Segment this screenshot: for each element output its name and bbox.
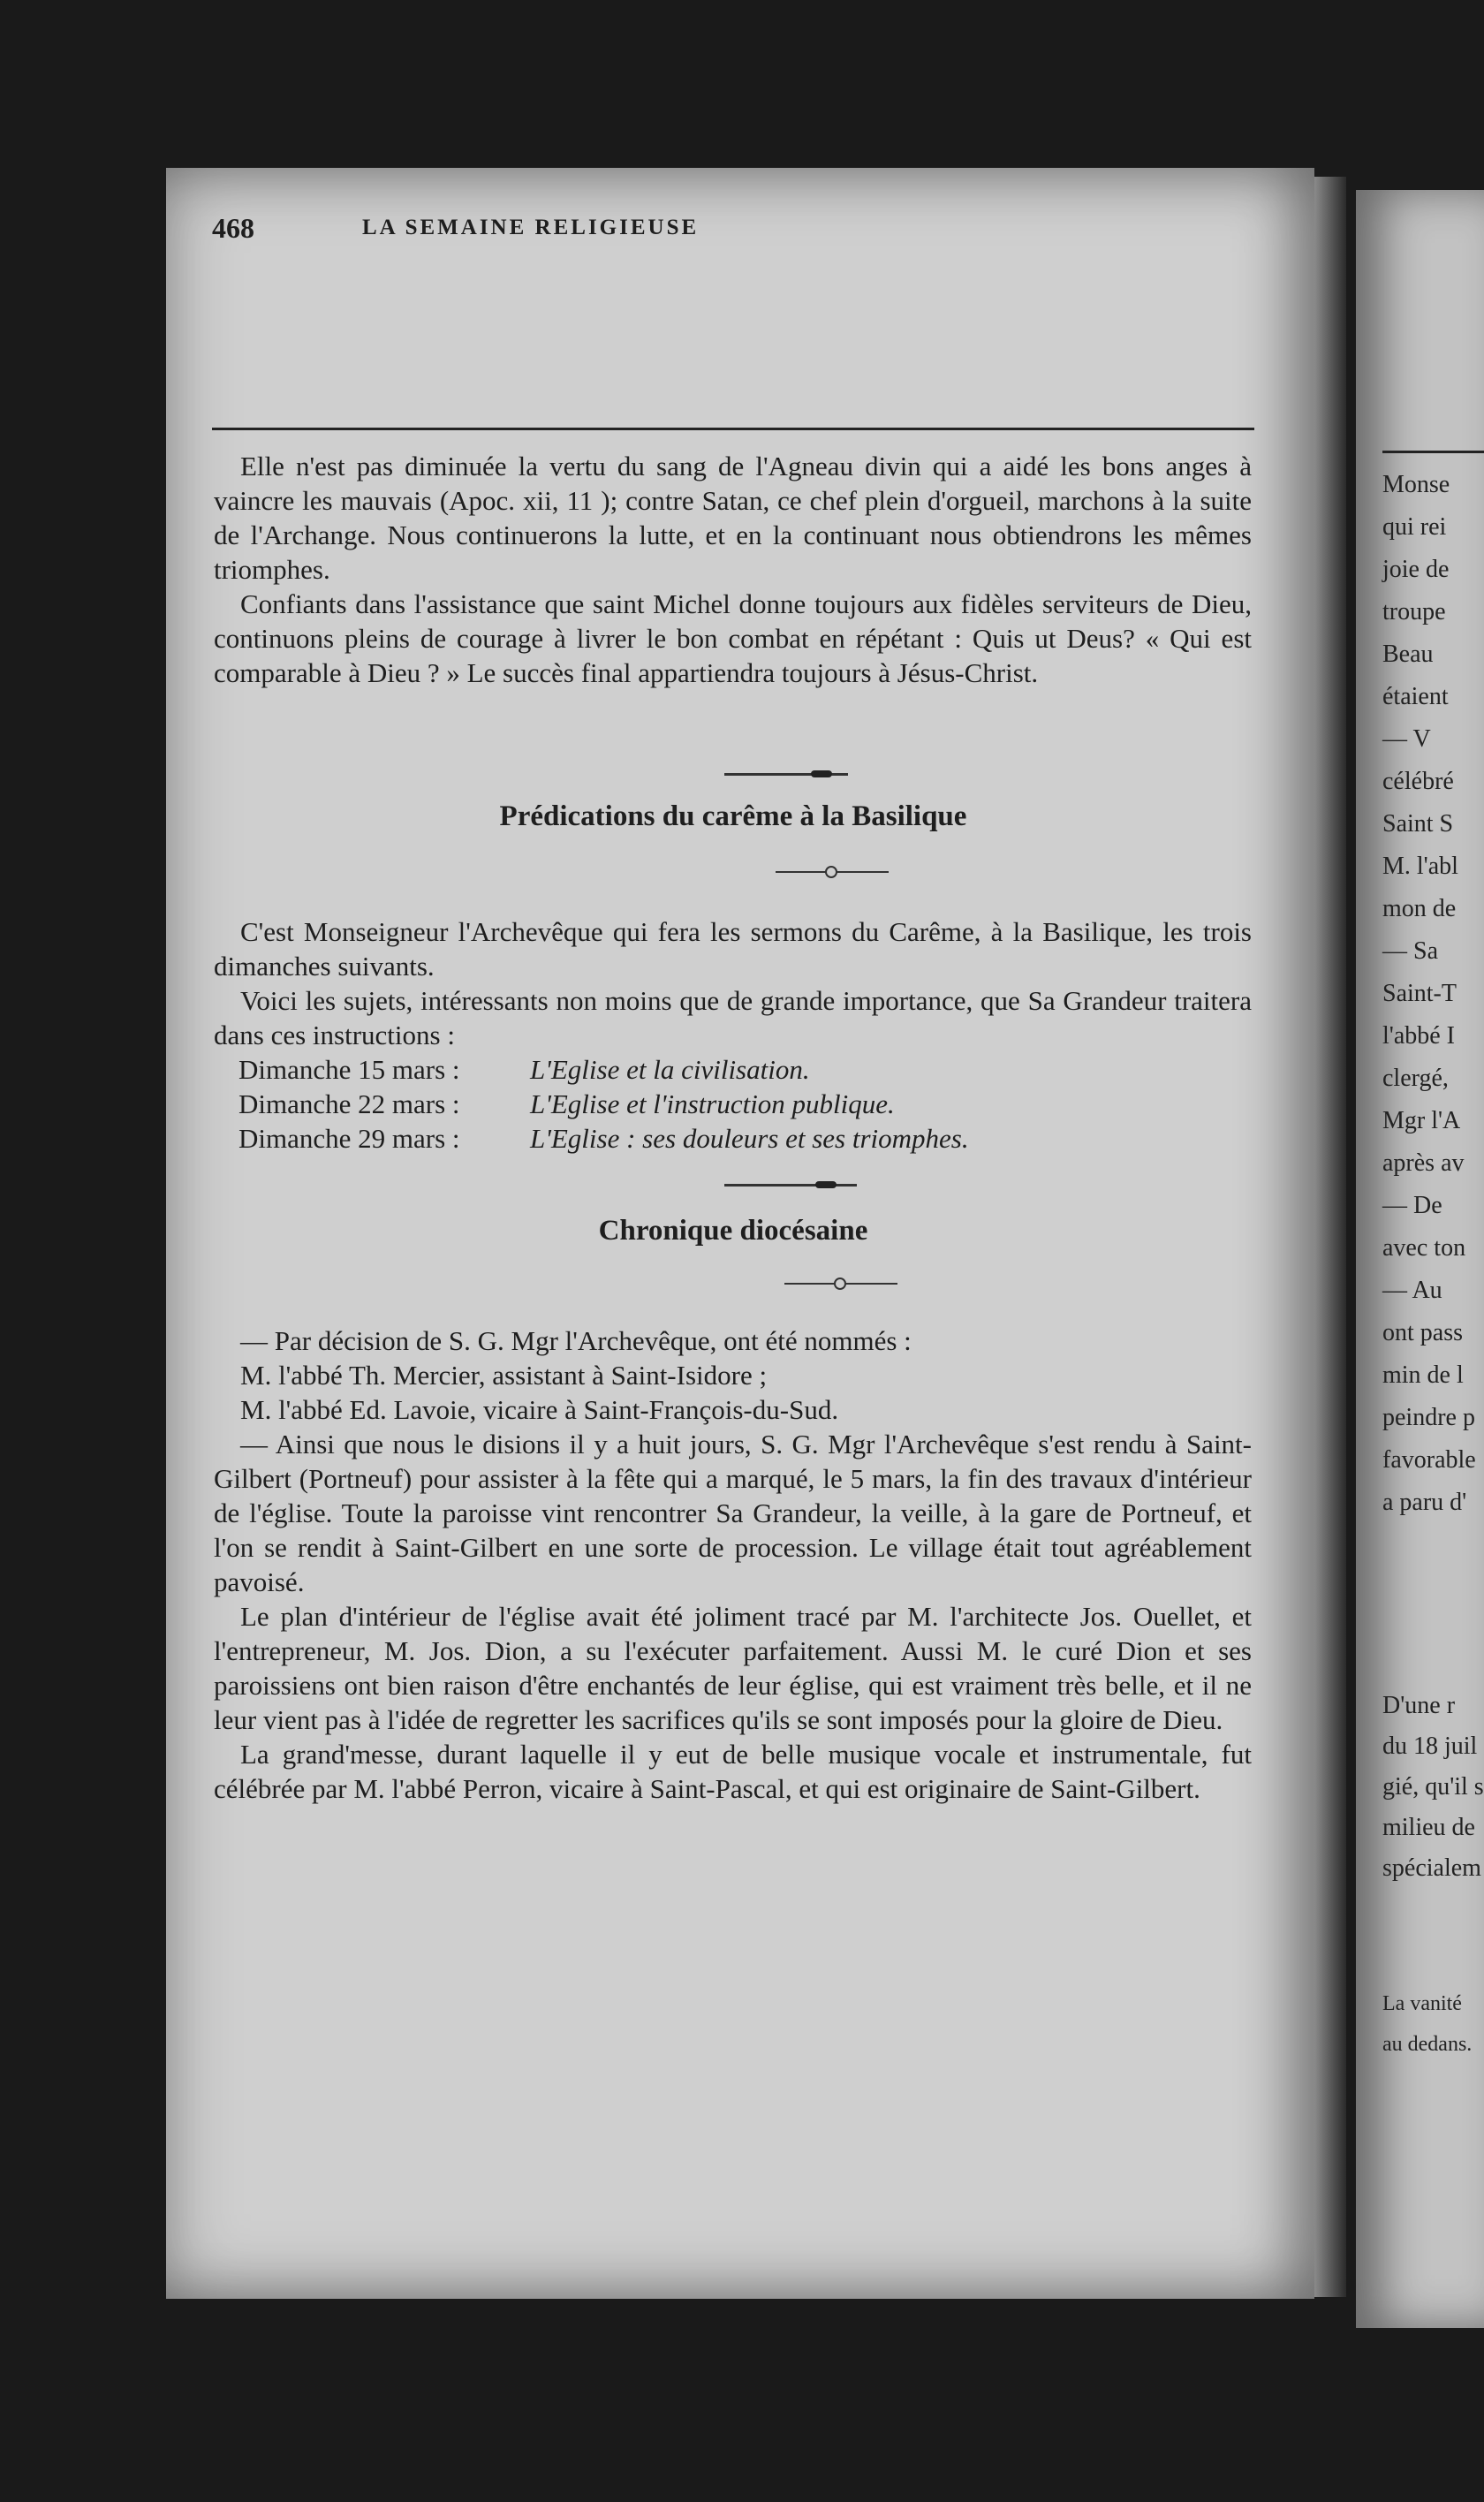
right-page-fragment: étaient [1382, 683, 1449, 710]
right-page-fragment: — De [1382, 1192, 1442, 1219]
divider-circle-icon [834, 1278, 846, 1290]
chronique-paragraph: Le plan d'intérieur de l'église avait été joliment tracé par M. l'architecte Jos. Ouellet, et l'entrepreneur, M. Jos. Dion, a su l'exécuter parfaitement. Aussi M. le curé Dion et ses paroissiens ont bien raison d'être enchantés de leur église, qui est vraiment très belle, et il ne leur vient pas à l'idée de regretter les sacrifices qu'ils se sont imposés pour la gloire de Dieu. [214, 1601, 1252, 1735]
right-page-fragment: joie de [1382, 556, 1450, 583]
schedule-subject: L'Eglise : ses douleurs et ses triomphes. [530, 1123, 969, 1154]
predications-paragraph: Voici les sujets, intéressants non moins que de grande importance, que Sa Grandeur traitera dans ces instructions : [214, 985, 1252, 1050]
schedule-date: Dimanche 15 mars : [238, 1054, 460, 1085]
intro-paragraph: Elle n'est pas diminuée la vertu du sang de l'Agneau divin qui a aidé les bons anges à vaincre les mauvais (Apoc. xii, 11 ); contre Satan, ce chef plein d'orgueil, marchons à la suite de l'Archange. Nous continuerons la lutte, et en la continuant nous obtiendrons les mêmes triomphes. [214, 451, 1252, 585]
predications-text [214, 914, 1252, 1052]
intro-paragraph: Confiants dans l'assistance que saint Michel donne toujours aux fidèles serviteurs de Dieu, continuons pleins de courage à livrer le bon combat en répétant : Quis ut Deus? « Qui est comparable à Dieu ? » Le succès final appartiendra toujours à Jésus-Christ. [214, 588, 1252, 688]
schedule-date: Dimanche 29 mars : [238, 1123, 460, 1154]
section-title-chronique: Chronique diocésaine [598, 1215, 868, 1247]
right-page-fragment: l'abbé I [1382, 1022, 1456, 1050]
right-page-fragment: La vanité [1382, 1992, 1462, 2015]
chronique-paragraph: — Ainsi que nous le disions il y a huit jours, S. G. Mgr l'Archevêque s'est rendu à Saint-Gilbert (Portneuf) pour assister à la fête qui a marqué, le 5 mars, la fin des travaux d'intérieur de l'église. Toute la paroisse vint rencontrer Sa Grandeur, la veille, à la gare de Portneuf, et l'on se rendit à Saint-Gilbert en une sorte de procession. Le village était tout agréablement pavoisé. [214, 1429, 1252, 1597]
schedule-row [212, 1052, 1254, 1087]
ornament-rule [724, 1184, 857, 1187]
right-page-fragment: M. l'abl [1382, 853, 1458, 880]
sermon-schedule [212, 1052, 1254, 1156]
schedule-date: Dimanche 22 mars : [238, 1088, 460, 1119]
right-page-fragment: peindre p [1382, 1404, 1475, 1431]
chronique-paragraph: La grand'messe, durant laquelle il y eut de belle musique vocale et instrumentale, fut célébrée par M. l'abbé Perron, vicaire à Saint-Pascal, et qui est originaire de Saint-Gilbert. [214, 1739, 1252, 1804]
right-page-fragment: spécialem [1382, 1854, 1481, 1882]
right-page-fragment: gié, qu'il s [1382, 1773, 1484, 1801]
divider-circle-icon [825, 866, 837, 878]
section-title-predications: Prédications du carême à la Basilique [499, 800, 967, 832]
right-page-fragment: ont pass [1382, 1319, 1463, 1346]
right-page-fragment: du 18 juil [1382, 1732, 1478, 1760]
schedule-subject: L'Eglise et l'instruction publique. [530, 1088, 895, 1119]
chronique-text [214, 1323, 1252, 1806]
right-page-fragment: après av [1382, 1149, 1465, 1177]
right-page-fragment: qui rei [1382, 513, 1447, 541]
right-page-fragment: — Au [1382, 1277, 1442, 1304]
right-page-fragment: Beau [1382, 641, 1434, 668]
predications-paragraph: C'est Monseigneur l'Archevêque qui fera les sermons du Carême, à la Basilique, les trois dimanches suivants. [214, 916, 1252, 982]
right-page-fragment: troupe [1382, 598, 1446, 626]
right-page-fragment: au dedans. [1382, 2033, 1473, 2056]
right-page-fragment: mon de [1382, 895, 1457, 922]
right-page-fragment: Mgr l'A [1382, 1107, 1461, 1134]
ornament-icon [811, 770, 832, 777]
page-number: 468 [212, 212, 254, 244]
chronique-line: M. l'abbé Th. Mercier, assistant à Saint-Isidore ; [240, 1360, 768, 1391]
right-page-rule [1382, 451, 1484, 453]
right-page-fragment: favorable [1382, 1446, 1476, 1474]
right-page-fragment: Saint-T [1382, 980, 1457, 1007]
right-page [1356, 190, 1484, 2328]
right-page-fragment: Saint S [1382, 810, 1454, 838]
right-page-fragment: — Sa [1382, 937, 1438, 965]
right-page-fragment: milieu de [1382, 1814, 1475, 1841]
right-page-fragment: célébré [1382, 768, 1454, 795]
right-page-fragment: avec ton [1382, 1234, 1466, 1262]
right-page-fragment: a paru d' [1382, 1489, 1467, 1516]
page-header [212, 212, 1254, 247]
page-gutter [1314, 177, 1346, 2297]
ornament-icon [815, 1181, 837, 1188]
right-page-fragment: min de l [1382, 1361, 1464, 1389]
schedule-row [212, 1121, 1254, 1156]
schedule-subject: L'Eglise et la civilisation. [530, 1054, 810, 1085]
chronique-line: — Par décision de S. G. Mgr l'Archevêque, ont été nommés : [240, 1325, 912, 1356]
chronique-line: M. l'abbé Ed. Lavoie, vicaire à Saint-François-du-Sud. [240, 1394, 839, 1425]
right-page-fragment: Monse [1382, 471, 1450, 498]
schedule-row [212, 1087, 1254, 1121]
right-page-fragment: — V [1382, 725, 1431, 753]
running-title: LA SEMAINE RELIGIEUSE [362, 216, 700, 239]
header-rule [212, 428, 1254, 430]
intro-text [214, 449, 1252, 690]
right-page-fragment: clergé, [1382, 1065, 1449, 1092]
right-page-fragment: D'une r [1382, 1692, 1456, 1719]
